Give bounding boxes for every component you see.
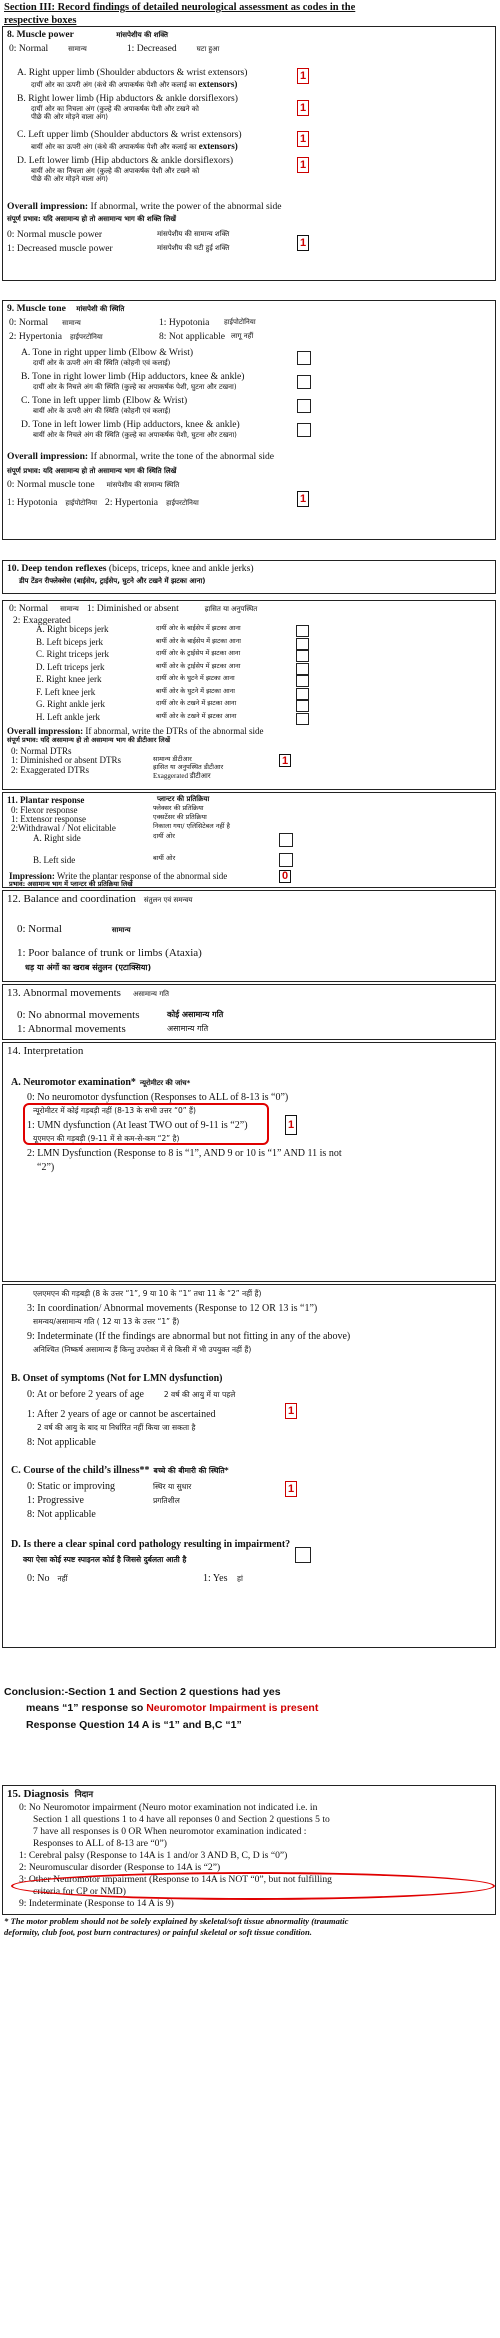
mp-item-d-code[interactable]: 1	[297, 157, 309, 173]
opt-decreased: 1: Decreased	[126, 43, 177, 54]
mp-item-b	[17, 93, 495, 122]
dtr-item	[36, 649, 500, 660]
mt-overall-code[interactable]: 1	[297, 491, 309, 507]
interp-a-title: A. Neuromotor examination*	[11, 1077, 136, 1088]
section-title-line1: Section III: Record findings of detailed neurological assessment as codes in the	[4, 2, 356, 13]
mp-item-c-code[interactable]: 1	[297, 131, 309, 147]
diag-footnote2: deformity, club foot, post burn contractures) or painful skeletal or soft tissue condition.	[4, 1926, 312, 1937]
dtr-title-hi: डीप टेंडन रीफ्लेक्सेस (बाईसेप, ट्राईसेप, घुटने और टखने में झटका आना)	[19, 577, 206, 585]
interp-c0-hi: स्थिर या सुधार	[153, 1482, 192, 1491]
interp-a3-hi: समन्वय/असामान्य गति ( 12 या 13 के उत्तर “1” हैं)	[33, 1317, 180, 1326]
interp-d0: 0: No	[27, 1573, 50, 1584]
muscle-tone-title-hi: मांसपेशी की स्थिति	[76, 305, 125, 313]
interp-c-title-hi: बच्चे की बीमारी की स्थिति*	[153, 1466, 229, 1475]
plantar-code[interactable]: 0	[279, 870, 291, 883]
mp-item-d-hi: बायीं ओर का निचला अंग (कुल्हे की अपाकर्षक पेशी और टखने को	[31, 166, 200, 175]
diag-d0c: 7 have all responses is 0 OR When neuromotor examination indicated :	[33, 1826, 307, 1837]
mt-o0-hi: मांसपेशीय की सामान्य स्थिति	[106, 481, 180, 489]
section-header	[4, 2, 494, 28]
interpretation-section	[2, 1042, 496, 1282]
dtr-item-label: E. Right knee jerk	[36, 674, 102, 684]
diagnosis-section	[2, 1785, 496, 1915]
interp-b0-hi: 2 वर्ष की आयु में या पहले	[163, 1390, 236, 1399]
dtr-item	[36, 674, 500, 685]
dtr-item-label: D. Left triceps jerk	[36, 661, 105, 672]
mt-opt1: 1: Hypotonia	[159, 317, 210, 328]
mp-overall-label: Overall impression:	[7, 201, 89, 212]
dtr-overall-text: If abnormal, write the DTRs of the abnormal side	[83, 726, 264, 736]
mt-o0: 0: Normal muscle tone	[7, 479, 95, 490]
interp-b1-hi: 2 वर्ष की आयु के बाद या निर्धारित नहीं किया जा सकता है	[37, 1423, 196, 1432]
dtr-o1-hi: ह्रासित या अनुपस्थित डीटीआर	[153, 763, 224, 771]
dtr-item	[36, 699, 500, 710]
mp-overall-hi: संपूर्ण प्रभाव: यदि असामान्य हो तो असामान्य भाग की शक्ति लिखें	[7, 215, 176, 223]
dtr-item-hi: दायीं ओर के घुटने में झटका आना	[156, 674, 235, 682]
diag-d3-highlight	[11, 1872, 495, 1900]
mt-item-c-box[interactable]	[297, 399, 311, 413]
dtr-item-label: F. Left knee jerk	[36, 686, 96, 697]
dtr-title: 10. Deep tendon reflexes	[7, 563, 107, 574]
conclusion-line3: Response Question 14 A is “1” and B,C “1”	[26, 1718, 242, 1731]
muscle-tone-title: 9. Muscle tone	[7, 303, 66, 314]
diag-title: 15. Diagnosis	[7, 1788, 69, 1800]
balance-o1: 1: Poor balance of trunk or limbs (Ataxia)	[17, 947, 202, 959]
dtr-item-label: G. Right ankle jerk	[36, 699, 105, 709]
interp-d0-hi: नहीं	[57, 1574, 68, 1583]
diag-d0b: Section 1 all questions 1 to 4 have all reponses 0 and Section 2 questions 5 to	[33, 1814, 330, 1825]
mp-overall	[7, 201, 495, 213]
dtr-opt0: 0: Normal	[9, 603, 49, 614]
mt-item-a-hi: दायीं ओर के ऊपरी अंग की स्थिति (कोहनी एवं कलाई)	[33, 358, 171, 367]
dtr-overall-hi: संपूर्ण प्रभाव: यदि असामान्य हो तो असामान्य भाग की डीटीआर लिखें	[7, 736, 171, 744]
interp-a-title-hi: न्यूरोमीटर की जांच*	[139, 1079, 191, 1087]
diag-d0: 0: No Neuromotor impairment (Neuro motor examination not indicated i.e. in	[19, 1802, 318, 1813]
mp-item-d	[17, 155, 495, 184]
plantar-right-box[interactable]	[279, 833, 293, 847]
dtr-item-hi: दायीं ओर के बाईसेप में झटका आना	[156, 624, 241, 632]
dtr-item-hi: बायीं ओर के टखने में झटका आना	[156, 711, 237, 720]
plantar-left-label: B. Left side	[33, 855, 76, 865]
diag-d9: 9: Indeterminate (Response to 14 A is 9)	[19, 1898, 174, 1909]
interp-a1-hi: यूएमएन की गड़बड़ी (9-11 में से कम-से-कम “2” है)	[33, 1134, 180, 1143]
dtr-item-hi: बायीं ओर के बाईसेप में झटका आना	[156, 636, 241, 645]
plantar-right-label: A. Right side	[33, 833, 81, 843]
interp-a0-hi: न्यूरोमीटर में कोई गड़बड़ी नहीं (8-13 के सभी उत्तर “0” हैं)	[33, 1106, 196, 1115]
interp-a3: 3: In coordination/ Abnormal movements (Response to 12 OR 13 is “1”)	[27, 1303, 318, 1314]
dtr-item-hi: बायीं ओर के घुटने में झटका आना	[156, 686, 235, 695]
mp-item-d-hi2: पीछे की ओर मोड़ने वाला अंग)	[31, 175, 108, 184]
mt-overall-hi: संपूर्ण प्रभाव: यदि असामान्य हो तो असामान्य भाग की स्थिति लिखें	[7, 467, 177, 475]
dtr-item-label: C. Right triceps jerk	[36, 649, 109, 659]
dtr-overall-label: Overall impression:	[7, 726, 84, 736]
mp-item-a-label: A. Right upper limb (Shoulder abductors & wrist extensors)	[17, 67, 248, 78]
plantar-impression-label: Impression:	[9, 871, 55, 881]
interp-title: 14. Interpretation	[7, 1045, 84, 1057]
dtr-item-box[interactable]	[296, 638, 309, 650]
dtr-item	[36, 687, 500, 698]
interp-b-code[interactable]: 1	[285, 1403, 297, 1419]
plantar-opt1-hi: एक्सटेंसर की प्रतिक्रिया	[153, 813, 207, 821]
dtr-item-hi: दायीं ओर के टखने में झटका आना	[156, 699, 237, 707]
dtr-o2: 2: Exaggerated DTRs	[11, 765, 89, 775]
dtr-item	[36, 637, 500, 648]
dtr-opt1: 1: Diminished or absent	[86, 603, 179, 614]
section-title-line2: respective boxes	[4, 14, 77, 26]
mp-item-a-hi: दायीं ओर का ऊपरी अंग (कंधे की अपाकर्षक पेशी और कलाई का extensors)	[31, 78, 238, 89]
plantar-opt2: 2:Withdrawal / Not elicitable	[11, 823, 116, 833]
interp-c8: 8: Not applicable	[27, 1509, 96, 1520]
dtr-item-box[interactable]	[296, 675, 309, 687]
conclusion-line1: Conclusion:-Section 1 and Section 2 questions had yes	[4, 1686, 281, 1698]
muscle-power-title-hi: मांसपेशीय की शक्ति	[116, 31, 169, 39]
interp-a2-hi: एलएमएन की गड़बड़ी (8 के उत्तर “1”, 9 या 10 के “1” तथा 11 के “2” नहीं हैं)	[33, 1289, 262, 1298]
mt-opt0-hi: सामान्य	[62, 319, 81, 327]
interp-d1: 1: Yes	[203, 1573, 228, 1584]
mt-item-d-hi: बायीं ओर के निचले अंग की स्थिति (कुल्हे का अपाकर्षक पेशी, घुटना और टखना)	[33, 430, 237, 439]
dtr-opt2: 2: Exaggerated	[13, 615, 71, 626]
dtr-item-box[interactable]	[296, 713, 309, 725]
mt-item-a-box[interactable]	[297, 351, 311, 365]
interp-b0: 0: At or before 2 years of age	[27, 1389, 144, 1400]
dtr-item-label: A. Right biceps jerk	[36, 624, 109, 634]
conclusion-highlight: Neuromotor Impairment is present	[146, 1702, 319, 1715]
mt-opt1-hi: हाईपोटोनिया	[224, 318, 256, 326]
dtr-item-hi: बायीं ओर के ट्राईसेप में झटका आना	[156, 661, 241, 670]
mp-item-a	[17, 67, 495, 90]
interpretation-section-cont	[2, 1284, 496, 1648]
mt-opt2: 2: Hypertonia	[9, 331, 63, 342]
diag-d1: 1: Cerebral palsy (Response to 14A is 1 and/or 3 AND B, C, D is “0”)	[19, 1850, 288, 1861]
am-o0-hi: कोई असामान्य गति	[167, 1010, 224, 1019]
plantar-opt0-hi: फ्लेक्सर की प्रतिक्रिया	[153, 804, 204, 812]
mp-o1-hi: मांसपेशीय की घटी हुई शक्ति	[157, 244, 230, 252]
dtr-o0: 0: Normal DTRs	[11, 746, 72, 756]
plantar-impression-text: Write the plantar response of the abnormal side	[54, 871, 228, 881]
mt-item-b-label: B. Tone in right lower limb (Hip adductors, knee & ankle)	[21, 371, 245, 382]
balance-o0: 0: Normal	[17, 923, 62, 935]
dtr-title-box	[2, 560, 496, 594]
mt-item-d-label: D. Tone in left lower limb (Hip adductors, knee & ankle)	[21, 419, 240, 430]
interp-b8: 8: Not applicable	[27, 1437, 96, 1448]
mt-overall-text: If abnormal, write the tone of the abnormal side	[88, 451, 275, 462]
mp-overall-text: If abnormal, write the power of the abnormal side	[88, 201, 282, 212]
plantar-opt1: 1: Extensor response	[11, 814, 86, 824]
muscle-power-title: 8. Muscle power	[7, 29, 74, 40]
abnormal-movements-section	[2, 984, 496, 1040]
diag-d0d: Responses to ALL of 8-13 are “0”)	[33, 1838, 167, 1849]
mp-item-c	[17, 129, 495, 152]
interp-a0: 0: No neuromotor dysfunction (Responses to ALL of 8-13 is “0”)	[27, 1092, 289, 1103]
interp-a9: 9: Indeterminate (If the findings are abnormal but not fitting in any of the above)	[27, 1331, 351, 1342]
mt-item-b-box[interactable]	[297, 375, 311, 389]
diag-footnote	[4, 1916, 498, 1937]
interp-c0: 0: Static or improving	[27, 1481, 116, 1492]
diag-title-hi: निदान	[74, 1790, 94, 1800]
dtr-o1: 1: Diminished or absent DTRs	[11, 755, 121, 765]
mp-item-c-hi: बायीं ओर का ऊपरी अंग (कंधे की अपाकर्षक पेशी और कलाई का extensors)	[31, 140, 238, 151]
conclusion	[4, 1684, 496, 1733]
am-o0: 0: No abnormal movements	[17, 1009, 140, 1021]
mt-opt8-hi: लागू नहीं	[231, 332, 254, 340]
balance-o0-hi: सामान्य	[111, 926, 131, 934]
dtr-item-box[interactable]	[296, 700, 309, 712]
balance-section	[2, 890, 496, 982]
interp-a2: 2: LMN Dysfunction (Response to 8 is “1”, AND 9 or 10 is “1” AND 11 is not	[27, 1148, 342, 1159]
dtr-overall-box	[2, 724, 496, 790]
interp-a1: 1: UMN dysfunction (At least TWO out of 9-11 is “2”)	[27, 1120, 248, 1131]
dtr-item-box[interactable]	[296, 663, 309, 675]
interp-d1-hi: हां	[237, 1574, 243, 1583]
interp-d-title-hi: क्या ऐसा कोई स्पष्ट स्पाइनल कोर्ड है जिससे दुर्बलता आती है	[23, 1555, 187, 1564]
interp-d-box[interactable]	[295, 1547, 311, 1563]
interp-c-code[interactable]: 1	[285, 1481, 297, 1497]
mt-opt2-hi: हाईपरटोनिया	[70, 333, 103, 341]
mp-o1: 1: Decreased muscle power	[7, 243, 113, 254]
mp-o0-hi: मांसपेशीय की सामान्य शक्ति	[157, 230, 230, 238]
interp-c1-hi: प्रगतिशील	[153, 1496, 180, 1505]
mt-item-c-hi: बायीं ओर के ऊपरी अंग की स्थिति (कोहनी एवं कलाई)	[33, 406, 171, 415]
am-title-hi: असामान्य गति	[132, 990, 169, 998]
plantar-section	[2, 792, 496, 888]
balance-title: 12. Balance and coordination	[7, 893, 136, 905]
interp-a9-hi: अनिश्चित (निष्कर्ष असामान्य हैं किन्तु उपरोक्त में से किसी में भी उपयुक्त नहीं हैं)	[33, 1345, 252, 1354]
plantar-left-box[interactable]	[279, 853, 293, 867]
mp-item-a-code[interactable]: 1	[297, 68, 309, 84]
dtr-title-rest: (biceps, triceps, knee and ankle jerks)	[106, 563, 254, 574]
dtr-item	[36, 662, 500, 673]
plantar-impression-hi: प्रभाव: असामान्य भाग में प्लान्टर की प्रतिक्रिया लिखें	[9, 880, 133, 888]
muscle-power-section	[2, 26, 496, 281]
mp-overall-code[interactable]: 1	[297, 235, 309, 251]
dtr-item	[36, 712, 500, 723]
interp-b-title: B. Onset of symptoms (Not for LMN dysfunction)	[11, 1373, 223, 1384]
dtr-item-box[interactable]	[296, 688, 309, 700]
mt-item-d-box[interactable]	[297, 423, 311, 437]
dtr-overall-code[interactable]: 1	[279, 754, 291, 767]
plantar-title-hi: प्लान्टर की प्रतिक्रिया	[157, 795, 210, 803]
plantar-right-hi: दायीं ओर	[153, 832, 175, 840]
balance-o1-hi: धड़ या अंगों का खराब संतुलन (एटाक्सिया)	[25, 963, 152, 972]
mp-item-b-hi: दायीं ओर का निचला अंग (कुल्हे की अपाकर्षक पेशी और टखने को	[31, 104, 199, 113]
interp-a-code[interactable]: 1	[285, 1115, 297, 1135]
dtr-o0-hi: सामान्य डीटीआर	[153, 755, 192, 763]
mt-item-c-label: C. Tone in left upper limb (Elbow & Wrist)	[21, 395, 188, 406]
mp-item-b-hi2: पीछे की ओर मोड़ने वाला अंग)	[31, 113, 108, 122]
interp-d-title: D. Is there a clear spinal cord pathology resulting in impairment?	[11, 1539, 291, 1550]
dtr-item-hi: दायीं ओर के ट्राईसेप में झटका आना	[156, 649, 241, 657]
interp-a2b: “2”)	[37, 1162, 55, 1173]
mt-o1-hi: हाईपोटोनिया	[65, 499, 98, 507]
mt-item-b-hi: दायीं ओर के निचले अंग की स्थिति (कुल्हे का अपाकर्षक पेशी, घुटना और टखना)	[33, 382, 237, 391]
mp-item-b-label: B. Right lower limb (Hip abductors & ankle dorsiflexors)	[17, 93, 238, 104]
muscle-tone-section	[2, 300, 496, 540]
diag-footnote1: * The motor problem should not be solely explained by skeletal/soft tissue abnormality (traumatic	[4, 1916, 349, 1926]
conclusion-line2: means “1” response so Neuromotor Impairment is present	[26, 1702, 319, 1715]
am-o1: 1: Abnormal movements	[17, 1023, 126, 1035]
dtr-item-label: H. Left ankle jerk	[36, 711, 100, 722]
plantar-left-hi: बायीं ओर	[153, 854, 176, 862]
dtr-o2-hi: Exaggerated डीटीआर	[153, 772, 211, 780]
dtr-item-box[interactable]	[296, 625, 309, 637]
mt-o2: 2: Hypertonia	[105, 497, 159, 508]
dtr-opt1-hi: ह्रासित या अनुपस्थित	[204, 605, 258, 613]
plantar-opt0: 0: Flexor response	[11, 805, 78, 815]
mt-opt0: 0: Normal	[9, 317, 49, 328]
dtr-item-box[interactable]	[296, 650, 309, 662]
balance-title-hi: संतुलन एवं समन्वय	[143, 896, 193, 904]
mt-o2-hi: हाईपरटोनिया	[166, 499, 199, 507]
mp-o0: 0: Normal muscle power	[7, 229, 103, 240]
mp-item-b-code[interactable]: 1	[297, 100, 309, 116]
interp-c-title: C. Course of the child’s illness**	[11, 1465, 150, 1476]
interp-a1-highlight	[23, 1103, 269, 1145]
mt-o1: 1: Hypotonia	[7, 497, 58, 508]
interp-b1: 1: After 2 years of age or cannot be ascertained	[27, 1409, 216, 1420]
am-o1-hi: असामान्य गति	[167, 1024, 209, 1033]
diag-d2: 2: Neuromuscular disorder (Response to 14A is “2”)	[19, 1862, 221, 1873]
dtr-opt0-hi: सामान्य	[60, 605, 79, 613]
diag-d3b: criteria for CP or NMD)	[33, 1886, 126, 1897]
opt-decreased-hi: घटा हुआ	[196, 45, 220, 53]
mt-opt8: 8: Not applicable	[159, 331, 226, 342]
mt-item-a-label: A. Tone in right upper limb (Elbow & Wrist)	[21, 347, 194, 358]
mt-overall-label: Overall impression:	[7, 451, 89, 462]
am-title: 13. Abnormal movements	[7, 987, 121, 999]
diag-d3: 3: Other Neuromotor impairment (Response to 14A is NOT “0”, but not fulfilling	[19, 1874, 332, 1885]
plantar-title: 11. Plantar response	[7, 795, 85, 805]
opt-normal: 0: Normal	[9, 43, 49, 54]
opt-normal-hi: सामान्य	[68, 45, 87, 53]
plantar-opt2-hi: निकाला गया/ एलिसिटेबल नहीं है	[153, 822, 230, 830]
interp-c1: 1: Progressive	[27, 1495, 84, 1506]
dtr-item	[36, 624, 500, 635]
mp-item-d-label: D. Left lower limb (Hip abductors & ankle dorsiflexors)	[17, 155, 234, 166]
mp-item-c-label: C. Left upper limb (Shoulder abductors & wrist extensors)	[17, 129, 242, 140]
dtr-item-label: B. Left biceps jerk	[36, 636, 103, 647]
